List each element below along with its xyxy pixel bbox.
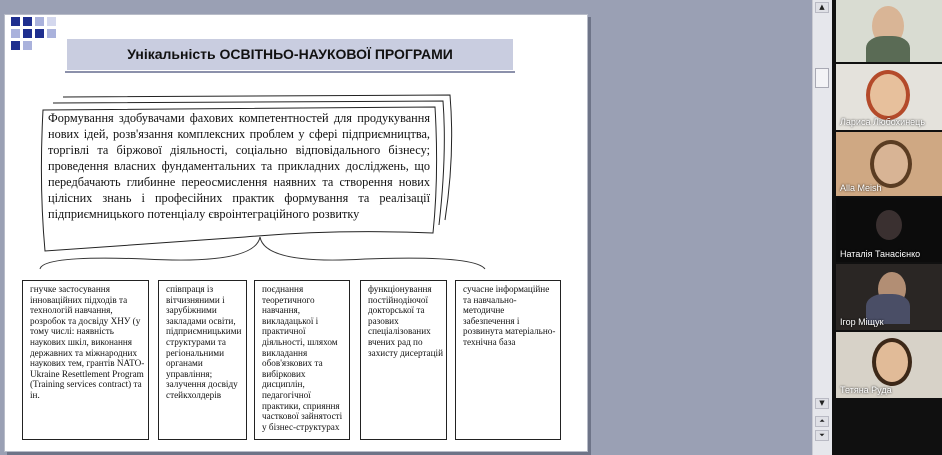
participant-name: Наталія Танасієнко — [840, 249, 921, 259]
page-up-icon[interactable]: ⏶ — [815, 416, 829, 427]
scrollbar-thumb[interactable] — [815, 68, 829, 88]
feature-box-3: поєднання теоретичного навчання, викладацької і практичної діяльності, шляхом викладання обов'язкових та вибіркових дисциплін, педагогічної практики, сприяння часткової зайнятості у бізнес-структурах — [254, 280, 350, 440]
slide — [4, 14, 588, 452]
feature-box-4: функціонування постійнодіючої докторської та разових спеціалізованих вчених рад по захисту дисертацій — [360, 280, 447, 440]
page-down-icon[interactable]: ⏷ — [815, 430, 829, 441]
participant-tile[interactable] — [836, 198, 942, 262]
participant-name: Лариса Любохинець — [840, 117, 926, 127]
participant-tile[interactable] — [836, 264, 942, 330]
feature-box-2: співпраця із вітчизняними і зарубіжними закладами освіти, підприємницькими структурами та регіональними органами управління; залучення досвіду стейкхолдерів — [158, 280, 247, 440]
participant-video — [870, 140, 912, 188]
participant-body — [866, 36, 910, 62]
participant-name: Ігор Міщук — [840, 317, 884, 327]
scroll-down-arrow-icon[interactable]: ▼ — [815, 398, 829, 409]
participant-video — [866, 70, 910, 120]
participant-name: Alla Meish — [840, 183, 882, 193]
feature-box-5: сучасне інформаційне та навчально-методичне забезпечення і розвинута матеріально-технічна база — [455, 280, 561, 440]
feature-box-1: гнучке застосування інноваційних підходів та технологій навчання, розробок та досвіду ХНУ (у тому числі: наявність наукових шкіл, виконання державних та міжнародних наукових тем, грантів NATO-Ukraine Resettlement Program (Training services contract) та ін. — [22, 280, 149, 440]
participant-tile[interactable] — [836, 332, 942, 398]
participant-tile[interactable] — [836, 132, 942, 196]
participant-name: Тетяна Руда — [840, 385, 892, 395]
participant-video — [876, 210, 902, 240]
vertical-scrollbar[interactable] — [812, 0, 832, 455]
slide-title: Унікальність ОСВІТНЬО-НАУКОВОЇ ПРОГРАМИ — [127, 46, 453, 62]
participant-video — [872, 338, 912, 386]
scroll-up-arrow-icon[interactable]: ▲ — [815, 2, 829, 13]
participants-panel — [832, 0, 942, 455]
participant-tile[interactable] — [836, 0, 942, 62]
main-statement: Формування здобувачами фахових компетентностей для продукування нових ідей, розв'язання комплексних проблем у сфері підприємництва, торгівлі та біржової діяльності, соціально відповідального бізнесу; проведення власних фундаментальних та прикладних досліджень, що передбачають глибинне переосмислення наявних та створення нових цілісних знань і професійних практик формування та реалізації підприємницького потенціалу євроінтеграційного розвитку — [48, 111, 430, 221]
participant-tile[interactable] — [836, 64, 942, 130]
